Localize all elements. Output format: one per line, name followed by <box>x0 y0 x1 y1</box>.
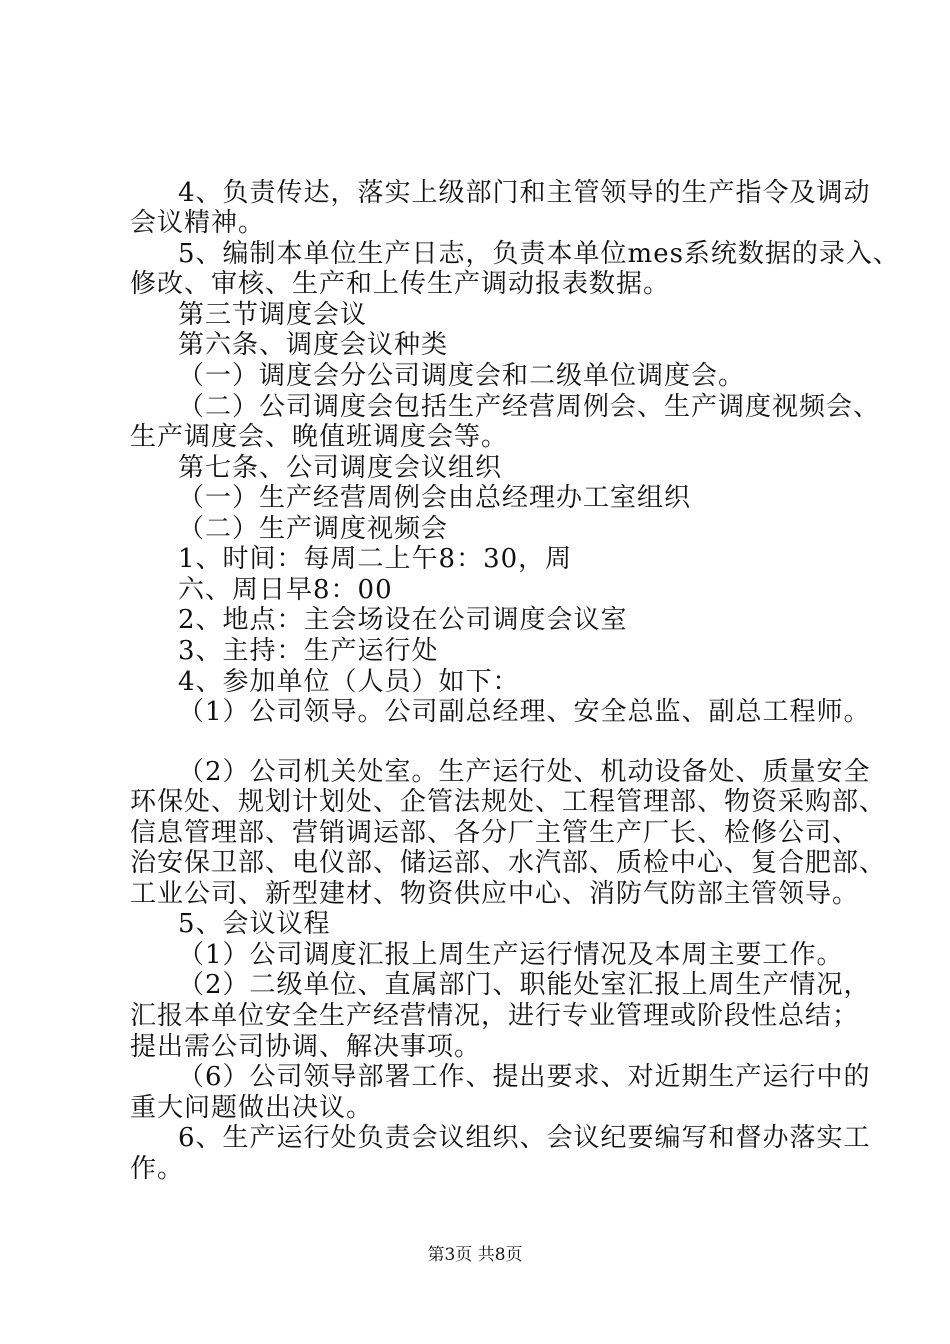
paragraph-line: 5、编制本单位生产日志，负责本单位mes系统数据的录入、 <box>178 239 900 269</box>
paragraph-line: 生产调度会、晚值班调度会等。 <box>130 422 509 452</box>
paragraph-line: 治安保卫部、电仪部、储运部、水汽部、质检中心、复合肥部、 <box>130 848 887 878</box>
paragraph-line: （二）生产调度视频会 <box>178 514 449 544</box>
paragraph-line: 重大问题做出决议。 <box>130 1093 374 1123</box>
paragraph-line: 修改、审核、生产和上传生产调动报表数据。 <box>130 269 671 299</box>
article-heading: 第六条、调度会议种类 <box>178 330 449 360</box>
paragraph-line: （6）公司领导部署工作、提出要求、对近期生产运行中的 <box>178 1062 871 1092</box>
article-heading: 第七条、公司调度会议组织 <box>178 453 503 483</box>
paragraph-line: （二）公司调度会包括生产经营周例会、生产调度视频会、 <box>178 392 881 422</box>
paragraph-line: 6、生产运行处负责会议组织、会议纪要编写和督办落实工 <box>178 1123 871 1153</box>
paragraph-line: 4、参加单位（人员）如下： <box>178 667 520 697</box>
page-number-footer: 第3页 共8页 <box>427 1245 523 1265</box>
paragraph-line: 汇报本单位安全生产经营情况，进行专业管理或阶段性总结； <box>130 1001 860 1031</box>
section-heading: 第三节调度会议 <box>178 300 368 330</box>
paragraph-line: （2）二级单位、直属部门、职能处室汇报上周生产情况， <box>178 970 871 1000</box>
paragraph-line: 工业公司、新型建材、物资供应中心、消防气防部主管领导。 <box>130 879 860 909</box>
paragraph-line: （一）生产经营周例会由总经理办工室组织 <box>178 483 692 513</box>
paragraph-line: 提出需公司协调、解决事项。 <box>130 1032 482 1062</box>
paragraph-line: 会议精神。 <box>130 208 266 238</box>
paragraph-line: 作。 <box>130 1154 185 1184</box>
paragraph-line: （1）公司领导。公司副总经理、安全总监、副总工程师。 <box>178 697 871 727</box>
paragraph-line: 环保处、规划计划处、企管法规处、工程管理部、物资采购部、 <box>130 787 887 817</box>
paragraph-line: 六、周日早8：00 <box>178 575 393 605</box>
paragraph-line: 信息管理部、营销调运部、各分厂主管生产厂长、检修公司、 <box>130 818 860 848</box>
paragraph-line: （一）调度会分公司调度会和二级单位调度会。 <box>178 361 746 391</box>
paragraph-line: 4、负责传达，落实上级部门和主管领导的生产指令及调动 <box>178 178 871 208</box>
paragraph-line: 5、会议议程 <box>178 909 331 939</box>
paragraph-line: 2、地点：主会场设在公司调度会议室 <box>178 605 628 635</box>
paragraph-line: 3、主持：生产运行处 <box>178 636 439 666</box>
paragraph-line: （2）公司机关处室。生产运行处、机动设备处、质量安全 <box>178 757 871 787</box>
paragraph-line: 1、时间：每周二上午8：30，周 <box>178 544 573 574</box>
paragraph-line: （1）公司调度汇报上周生产运行情况及本周主要工作。 <box>178 940 844 970</box>
